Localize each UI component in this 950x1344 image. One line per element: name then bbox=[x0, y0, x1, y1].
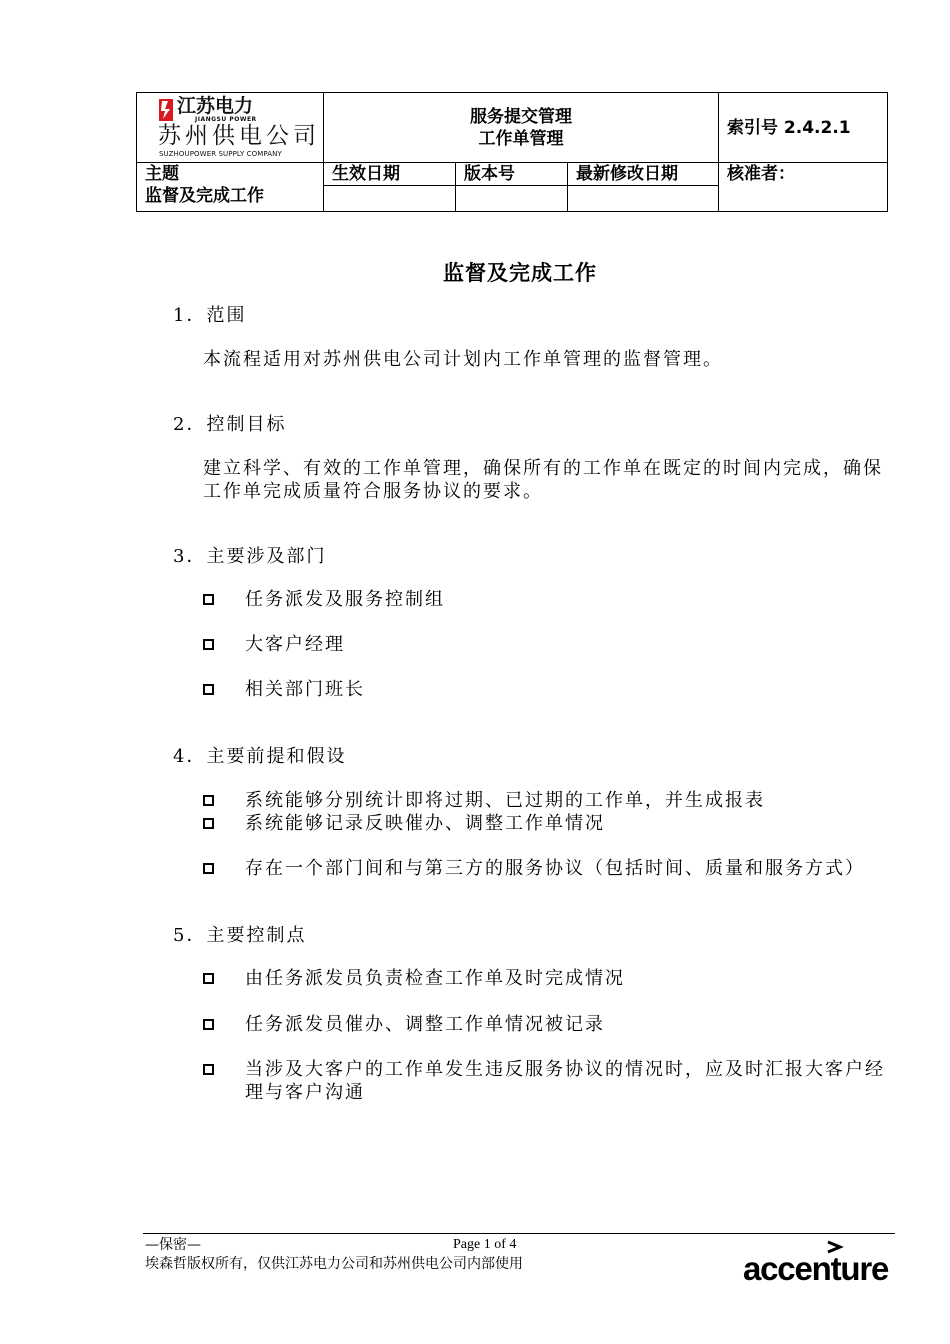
list-item-text: 任务派发员催办、调整工作单情况被记录 bbox=[245, 1014, 605, 1035]
footer-divider bbox=[143, 1233, 895, 1234]
section-heading-objective: 2．控制目标 bbox=[173, 414, 287, 435]
section-heading-departments: 3．主要涉及部门 bbox=[173, 546, 327, 567]
effective-date-label: 生效日期 bbox=[324, 163, 456, 186]
logo-cell bbox=[137, 93, 324, 163]
header-title-line2: 工作单管理 bbox=[478, 128, 564, 149]
list-item-text: 大客户经理 bbox=[245, 634, 345, 655]
version-value bbox=[456, 186, 568, 212]
list-item-text: 存在一个部门间和与第三方的服务协议（包括时间、质量和服务方式） bbox=[245, 858, 865, 879]
approver-label: 核准者： bbox=[719, 163, 888, 212]
checkbox-icon bbox=[203, 684, 214, 695]
logo-company-en: SUZHOUPOWER SUPPLY COMPANY bbox=[159, 150, 282, 158]
header-title-line1: 服务提交管理 bbox=[470, 106, 572, 127]
list-item-text: 任务派发及服务控制组 bbox=[245, 589, 445, 610]
subject-value: 监督及完成工作 bbox=[145, 186, 264, 206]
header-title-cell bbox=[324, 93, 719, 163]
accenture-logo bbox=[743, 1240, 889, 1286]
checkbox-icon bbox=[203, 795, 214, 806]
section-paragraph-scope: 本流程适用对苏州供电公司计划内工作单管理的监督管理。 bbox=[203, 349, 723, 370]
checkbox-icon bbox=[203, 1064, 214, 1075]
section-heading-scope: 1．范围 bbox=[173, 305, 247, 326]
logo-brand-en: JIANGSU POWER bbox=[195, 116, 257, 123]
footer-copyright: 埃森哲版权所有，仅供江苏电力公司和苏州供电公司内部使用 bbox=[145, 1256, 523, 1272]
last-modified-value bbox=[568, 186, 719, 212]
jiangsu-power-logo-icon bbox=[159, 99, 173, 121]
list-item-text: 系统能够记录反映催办、调整工作单情况 bbox=[245, 813, 605, 834]
checkbox-icon bbox=[203, 973, 214, 984]
checkbox-icon bbox=[203, 863, 214, 874]
effective-date-value bbox=[324, 186, 456, 212]
list-item-text: 相关部门班长 bbox=[245, 679, 365, 700]
checkbox-icon bbox=[203, 818, 214, 829]
last-modified-label: 最新修改日期 bbox=[568, 163, 719, 186]
index-number: 索引号 2.4.2.1 bbox=[719, 93, 888, 163]
list-item-text: 当涉及大客户的工作单发生违反服务协议的情况时，应及时汇报大客户经理与客户沟通 bbox=[245, 1059, 885, 1103]
accenture-wordmark: accenture bbox=[743, 1250, 889, 1286]
logo-brand-cn: 江苏电力 bbox=[177, 95, 254, 117]
version-label: 版本号 bbox=[456, 163, 568, 186]
logo-company-cn: 苏州供电公司 bbox=[158, 123, 320, 149]
footer-page-number: Page 1 of 4 bbox=[453, 1237, 517, 1252]
footer-confidential: —保密— bbox=[145, 1237, 201, 1253]
document-title: 监督及完成工作 bbox=[443, 261, 597, 285]
list-item-text: 系统能够分别统计即将过期、已过期的工作单，并生成报表 bbox=[245, 790, 765, 811]
subject-cell bbox=[137, 163, 324, 212]
company-logo bbox=[137, 93, 323, 162]
checkbox-icon bbox=[203, 1019, 214, 1030]
list-item-text: 由任务派发员负责检查工作单及时完成情况 bbox=[245, 968, 625, 989]
section-paragraph-objective: 建立科学、有效的工作单管理，确保所有的工作单在既定的时间内完成，确保工作单完成质量符合服务协议的要求。 bbox=[203, 458, 883, 502]
subject-label: 主题 bbox=[145, 164, 179, 184]
document-header-table bbox=[136, 92, 888, 212]
checkbox-icon bbox=[203, 639, 214, 650]
section-heading-assumptions: 4．主要前提和假设 bbox=[173, 746, 347, 767]
section-heading-control-points: 5．主要控制点 bbox=[173, 925, 307, 946]
checkbox-icon bbox=[203, 594, 214, 605]
